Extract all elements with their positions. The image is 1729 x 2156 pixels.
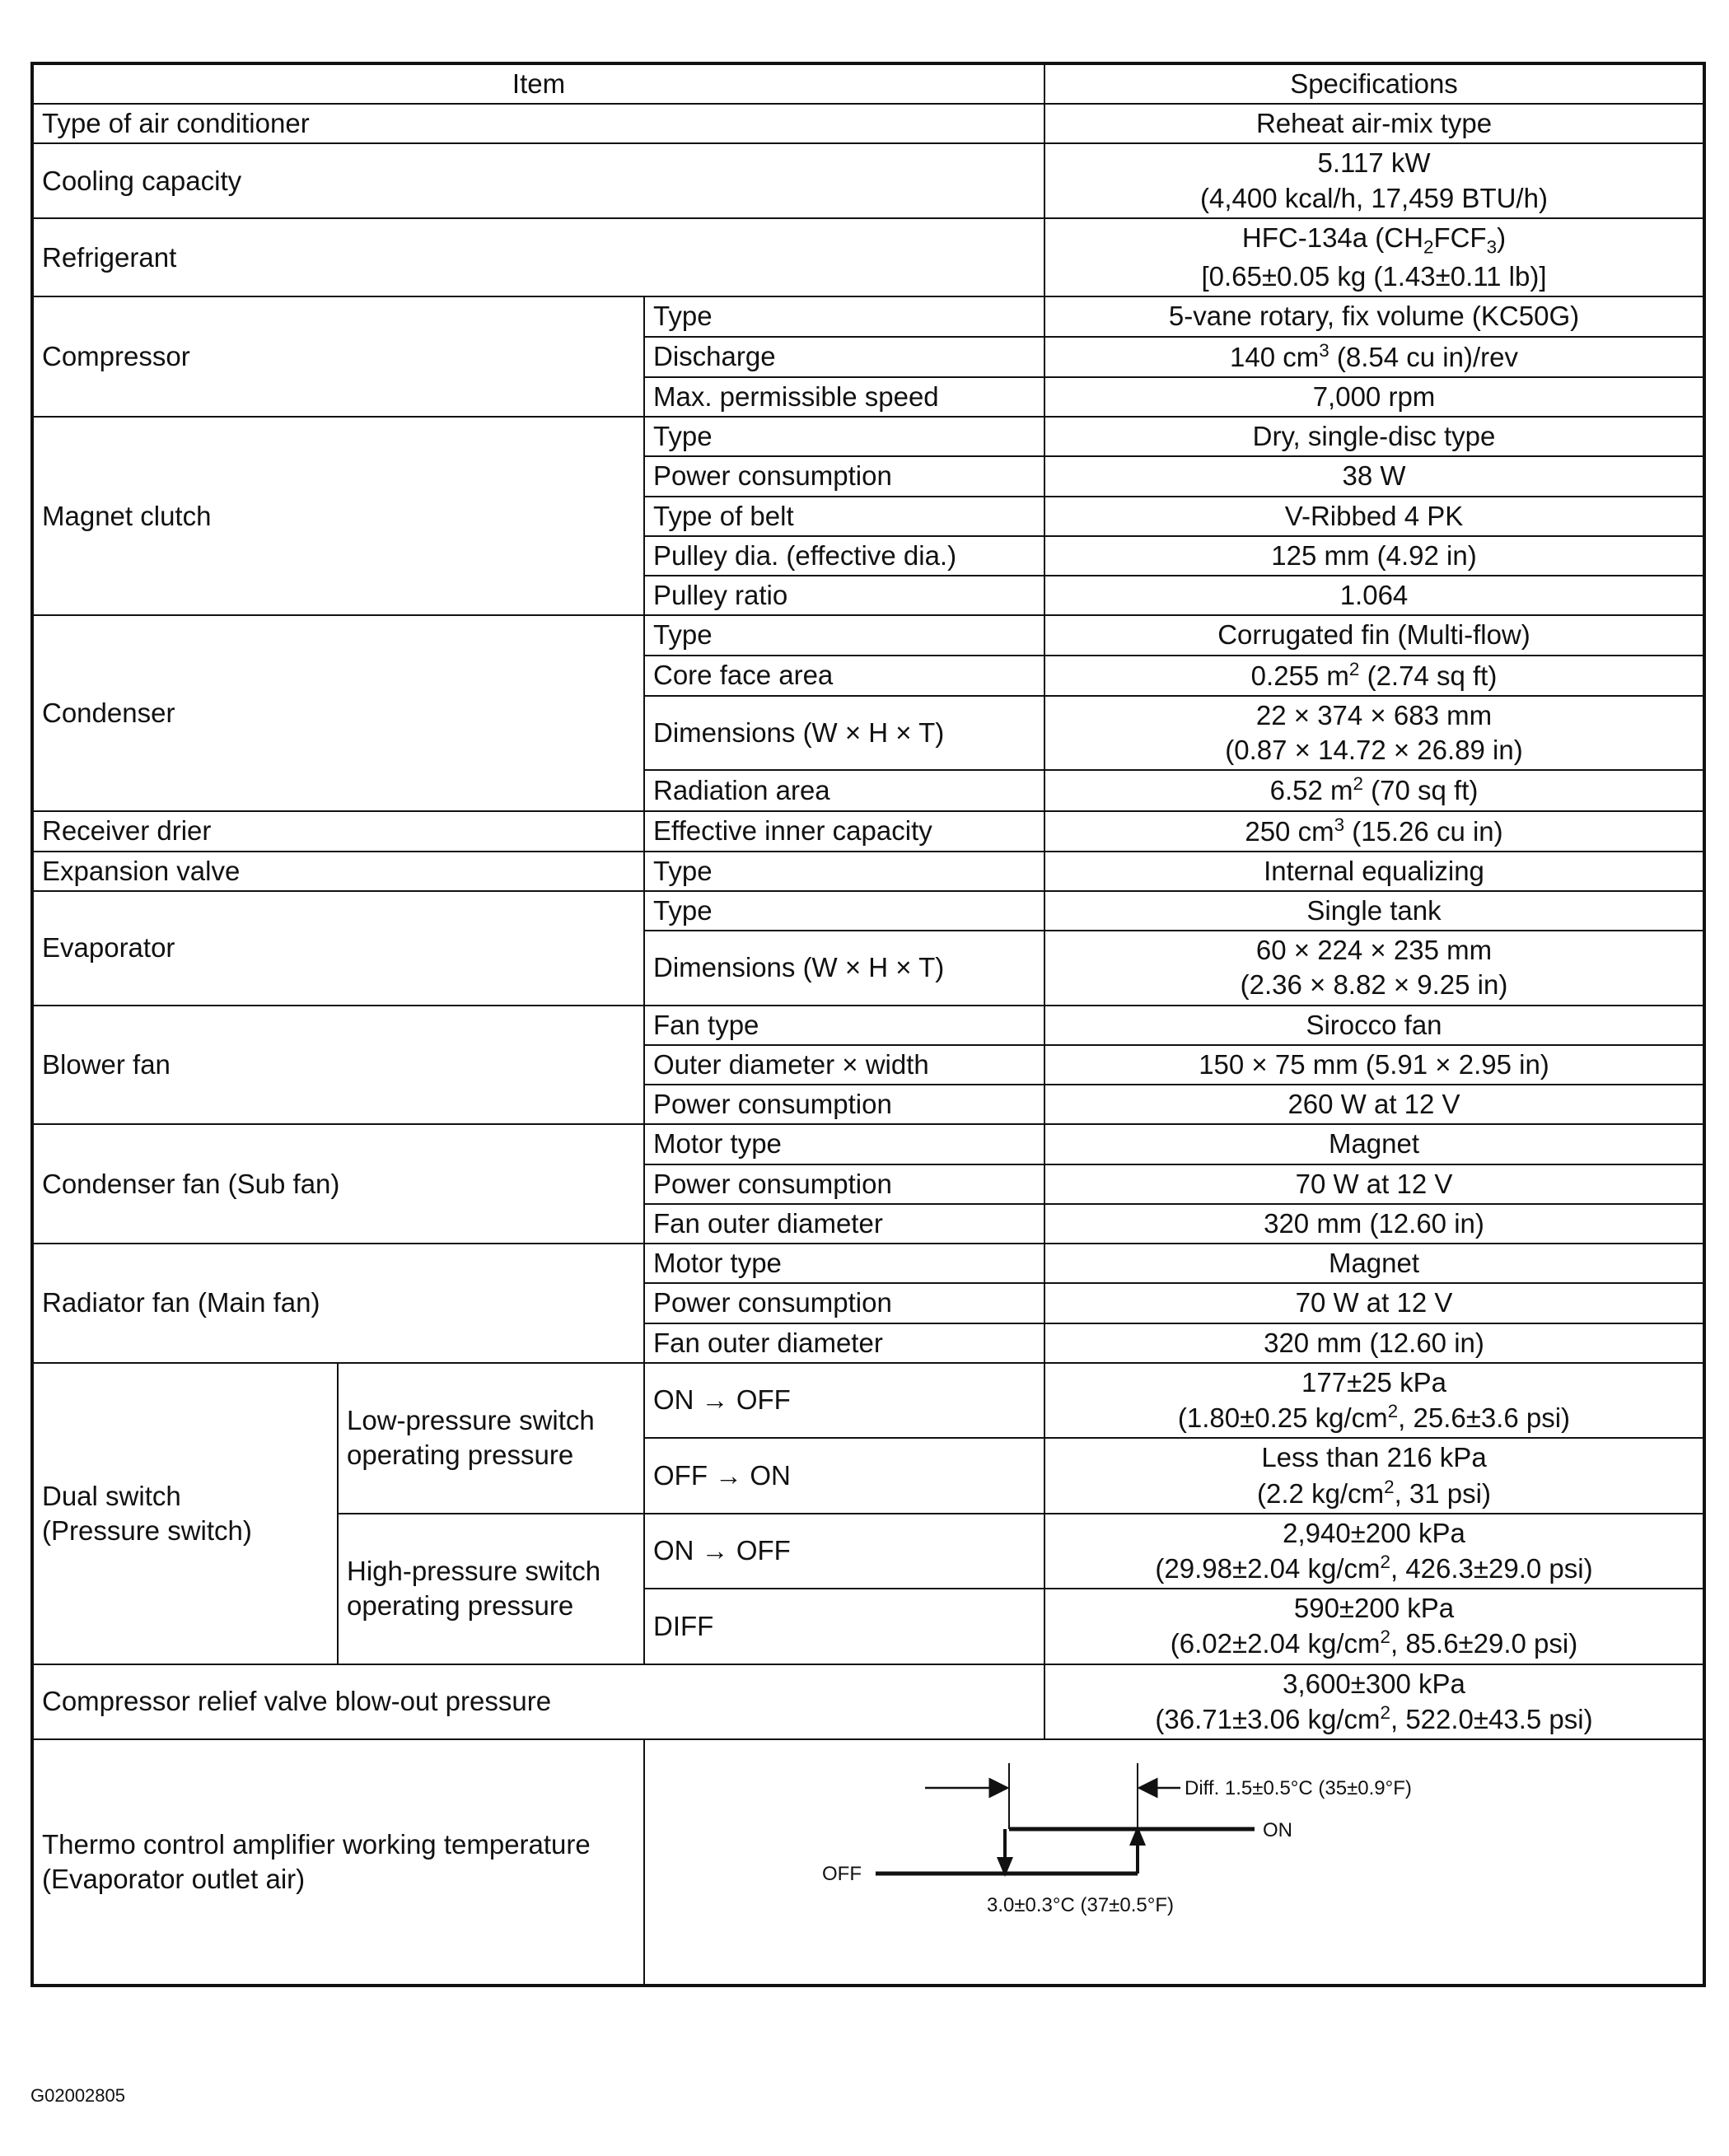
- row-value: [1044, 696, 1704, 770]
- row-label: [32, 1739, 644, 1986]
- text-part: (2.2 kg/cm: [1257, 1477, 1385, 1509]
- value-line: 177±25 kPa: [1301, 1366, 1446, 1398]
- label-line: Thermo control amplifier working temperature: [42, 1828, 591, 1860]
- text-part: (70 sq ft): [1362, 775, 1479, 806]
- row-value: V-Ribbed 4 PK: [1044, 497, 1704, 536]
- row-value: [1044, 1363, 1704, 1438]
- sub-label: Type: [644, 296, 1044, 336]
- on-label: ON: [1263, 1819, 1292, 1842]
- row-value: 1.064: [1044, 576, 1704, 615]
- text-part: (2.74 sq ft): [1359, 660, 1498, 691]
- subscript: 2: [1423, 236, 1434, 258]
- header-row: [32, 63, 1704, 104]
- row-value: Corrugated fin (Multi-flow): [1044, 615, 1704, 655]
- row-value: Dry, single-disc type: [1044, 417, 1704, 456]
- row-value: [1044, 218, 1704, 297]
- row-value: 38 W: [1044, 456, 1704, 496]
- group-label: Receiver drier: [32, 811, 644, 852]
- value-line: [1054, 1400, 1694, 1435]
- row-value: 320 mm (12.60 in): [1044, 1323, 1704, 1363]
- superscript: 2: [1353, 773, 1363, 795]
- group-label: Evaporator: [32, 891, 644, 1006]
- specifications-table: [30, 62, 1706, 1987]
- table-row: [32, 1739, 1704, 1986]
- row-value: 125 mm (4.92 in): [1044, 536, 1704, 576]
- row-value: [1044, 337, 1704, 377]
- text-part: 6.52 m: [1269, 775, 1353, 806]
- group-label: Blower fan: [32, 1006, 644, 1125]
- value-line: 5.117 kW: [1317, 147, 1431, 179]
- row-label: Type of air conditioner: [32, 104, 1044, 143]
- thermo-hysteresis-diagram: [645, 1740, 1703, 1984]
- row-value: 7,000 rpm: [1044, 377, 1704, 417]
- value-line: 3,600±300 kPa: [1283, 1668, 1465, 1699]
- sub-label: Type: [644, 615, 1044, 655]
- text-part: (15.26 cu in): [1344, 815, 1503, 847]
- subscript: 3: [1486, 236, 1498, 258]
- table-row: [32, 296, 1704, 336]
- label-line: operating pressure: [347, 1590, 574, 1622]
- sub-label: Type: [644, 891, 1044, 931]
- temp-label: 3.0±0.3°C (37±0.5°F): [987, 1894, 1174, 1917]
- text-part: (6.02±2.04 kg/cm: [1170, 1628, 1381, 1659]
- superscript: 2: [1384, 1476, 1395, 1497]
- sub-label: Power consumption: [644, 1085, 1044, 1124]
- sub-label: Power consumption: [644, 1283, 1044, 1323]
- group-label: Condenser fan (Sub fan): [32, 1124, 644, 1244]
- sub-label: Outer diameter × width: [644, 1045, 1044, 1085]
- row-value: Magnet: [1044, 1244, 1704, 1283]
- group-label: [32, 1363, 338, 1664]
- row-value: [1044, 1589, 1704, 1664]
- row-value: 260 W at 12 V: [1044, 1085, 1704, 1124]
- row-value: [1044, 1514, 1704, 1589]
- sub-label: Type of belt: [644, 497, 1044, 536]
- label-line: (Pressure switch): [42, 1514, 252, 1546]
- table-row: [32, 852, 1704, 891]
- text-part: FCF: [1433, 222, 1487, 253]
- sub-label: Radiation area: [644, 770, 1044, 810]
- row-value: Single tank: [1044, 891, 1704, 931]
- sub-label: Fan type: [644, 1006, 1044, 1045]
- sub-label: DIFF: [644, 1589, 1044, 1664]
- group-label: Magnet clutch: [32, 417, 644, 615]
- text-part: 250 cm: [1245, 815, 1334, 847]
- row-value: [1044, 656, 1704, 696]
- off-label: OFF: [822, 1863, 862, 1886]
- text-part: 0.255 m: [1250, 660, 1349, 691]
- row-value: [1044, 1664, 1704, 1739]
- sub-label: Power consumption: [644, 456, 1044, 496]
- group-label: Radiator fan (Main fan): [32, 1244, 644, 1363]
- text-part: , 426.3±29.0 psi): [1390, 1552, 1593, 1584]
- table-row: [32, 891, 1704, 931]
- thermo-diagram-cell: [644, 1739, 1704, 1986]
- text-part: (8.54 cu in)/rev: [1329, 341, 1518, 372]
- text-part: (36.71±3.06 kg/cm: [1155, 1703, 1381, 1734]
- row-value: 5-vane rotary, fix volume (KC50G): [1044, 296, 1704, 336]
- superscript: 3: [1334, 814, 1345, 835]
- row-value: [1044, 770, 1704, 810]
- value-line: 2,940±200 kPa: [1283, 1517, 1465, 1548]
- value-line: [1054, 1476, 1694, 1511]
- sub-label: Fan outer diameter: [644, 1204, 1044, 1244]
- superscript: 3: [1319, 339, 1329, 361]
- label-line: (Evaporator outlet air): [42, 1864, 306, 1895]
- value-line: Less than 216 kPa: [1261, 1442, 1487, 1473]
- value-line: 60 × 224 × 235 mm: [1255, 935, 1493, 966]
- superscript: 2: [1380, 1701, 1390, 1723]
- table-row: [32, 1244, 1704, 1283]
- row-value: [1044, 1438, 1704, 1513]
- row-value: Magnet: [1044, 1124, 1704, 1164]
- sub-label: Core face area: [644, 656, 1044, 696]
- group-label: Expansion valve: [32, 852, 644, 891]
- text-part: ): [1497, 222, 1507, 253]
- sub-label: Pulley ratio: [644, 576, 1044, 615]
- value-line: [1054, 1551, 1694, 1586]
- specifications-header: Specifications: [1044, 63, 1704, 104]
- sub-label: Motor type: [644, 1244, 1044, 1283]
- text-part: , 522.0±43.5 psi): [1390, 1703, 1593, 1734]
- item-header: Item: [32, 63, 1044, 104]
- sub-label: Motor type: [644, 1124, 1044, 1164]
- diff-label: Diff. 1.5±0.5°C (35±0.9°F): [1185, 1777, 1412, 1800]
- group-label: Condenser: [32, 615, 644, 810]
- subgroup-label: [338, 1514, 644, 1664]
- value-line: [1054, 221, 1694, 259]
- label-line: Low-pressure switch: [347, 1405, 595, 1436]
- table-row: [32, 811, 1704, 852]
- sub-label: OFF → ON: [644, 1438, 1044, 1513]
- text-part: (29.98±2.04 kg/cm: [1155, 1552, 1381, 1584]
- row-value: 320 mm (12.60 in): [1044, 1204, 1704, 1244]
- table-row: [32, 1124, 1704, 1164]
- sub-label: ON → OFF: [644, 1363, 1044, 1438]
- figure-id: G02002805: [30, 2085, 125, 2106]
- table-row: [32, 104, 1704, 143]
- subgroup-label: [338, 1363, 644, 1514]
- sub-label: ON → OFF: [644, 1514, 1044, 1589]
- value-line: [1054, 1701, 1694, 1737]
- row-label: Refrigerant: [32, 218, 1044, 297]
- table-row: [32, 615, 1704, 655]
- label-line: operating pressure: [347, 1440, 574, 1471]
- value-line: 590±200 kPa: [1293, 1593, 1455, 1624]
- value-line: (2.36 × 8.82 × 9.25 in): [1240, 969, 1508, 1001]
- row-value: Internal equalizing: [1044, 852, 1704, 891]
- sub-label: Fan outer diameter: [644, 1323, 1044, 1363]
- row-value: Sirocco fan: [1044, 1006, 1704, 1045]
- sub-label: Dimensions (W × H × T): [644, 931, 1044, 1005]
- label-line: Dual switch: [42, 1480, 181, 1511]
- sub-label: Max. permissible speed: [644, 377, 1044, 417]
- superscript: 2: [1387, 1401, 1399, 1422]
- superscript: 2: [1380, 1551, 1390, 1572]
- label-line: High-pressure switch: [347, 1555, 601, 1586]
- row-value: 70 W at 12 V: [1044, 1164, 1704, 1204]
- row-label: Cooling capacity: [32, 143, 1044, 217]
- row-value: 70 W at 12 V: [1044, 1283, 1704, 1323]
- text-part: , 25.6±3.6 psi): [1398, 1402, 1571, 1434]
- row-value: [1044, 931, 1704, 1005]
- value-line: 22 × 374 × 683 mm: [1255, 699, 1493, 730]
- sub-label: Dimensions (W × H × T): [644, 696, 1044, 770]
- text-part: HFC-134a (CH: [1241, 222, 1423, 253]
- row-value: [1044, 143, 1704, 217]
- text-part: (1.80±0.25 kg/cm: [1177, 1402, 1388, 1434]
- sub-label: Discharge: [644, 337, 1044, 377]
- row-value: [1044, 811, 1704, 852]
- value-line: (0.87 × 14.72 × 26.89 in): [1225, 735, 1523, 766]
- row-value: 150 × 75 mm (5.91 × 2.95 in): [1044, 1045, 1704, 1085]
- value-line: [1054, 1626, 1694, 1661]
- sub-label: Pulley dia. (effective dia.): [644, 536, 1044, 576]
- table-row: [32, 143, 1704, 217]
- row-value: Reheat air-mix type: [1044, 104, 1704, 143]
- table-row: [32, 1664, 1704, 1739]
- superscript: 2: [1380, 1626, 1390, 1648]
- sub-label: Power consumption: [644, 1164, 1044, 1204]
- sub-label: Type: [644, 417, 1044, 456]
- superscript: 2: [1348, 658, 1360, 679]
- sub-label: Effective inner capacity: [644, 811, 1044, 852]
- row-label: Compressor relief valve blow-out pressure: [32, 1664, 1044, 1739]
- text-part: , 85.6±29.0 psi): [1390, 1628, 1578, 1659]
- table-row: [32, 1363, 1704, 1438]
- group-label: Compressor: [32, 296, 644, 417]
- value-line: (4,400 kcal/h, 17,459 BTU/h): [1200, 182, 1548, 213]
- text-part: 140 cm: [1230, 341, 1320, 372]
- text-part: , 31 psi): [1394, 1477, 1491, 1509]
- value-line: [0.65±0.05 kg (1.43±0.11 lb)]: [1201, 261, 1547, 292]
- table-row: [32, 218, 1704, 297]
- table-row: [32, 1006, 1704, 1045]
- sub-label: Type: [644, 852, 1044, 891]
- table-row: [32, 417, 1704, 456]
